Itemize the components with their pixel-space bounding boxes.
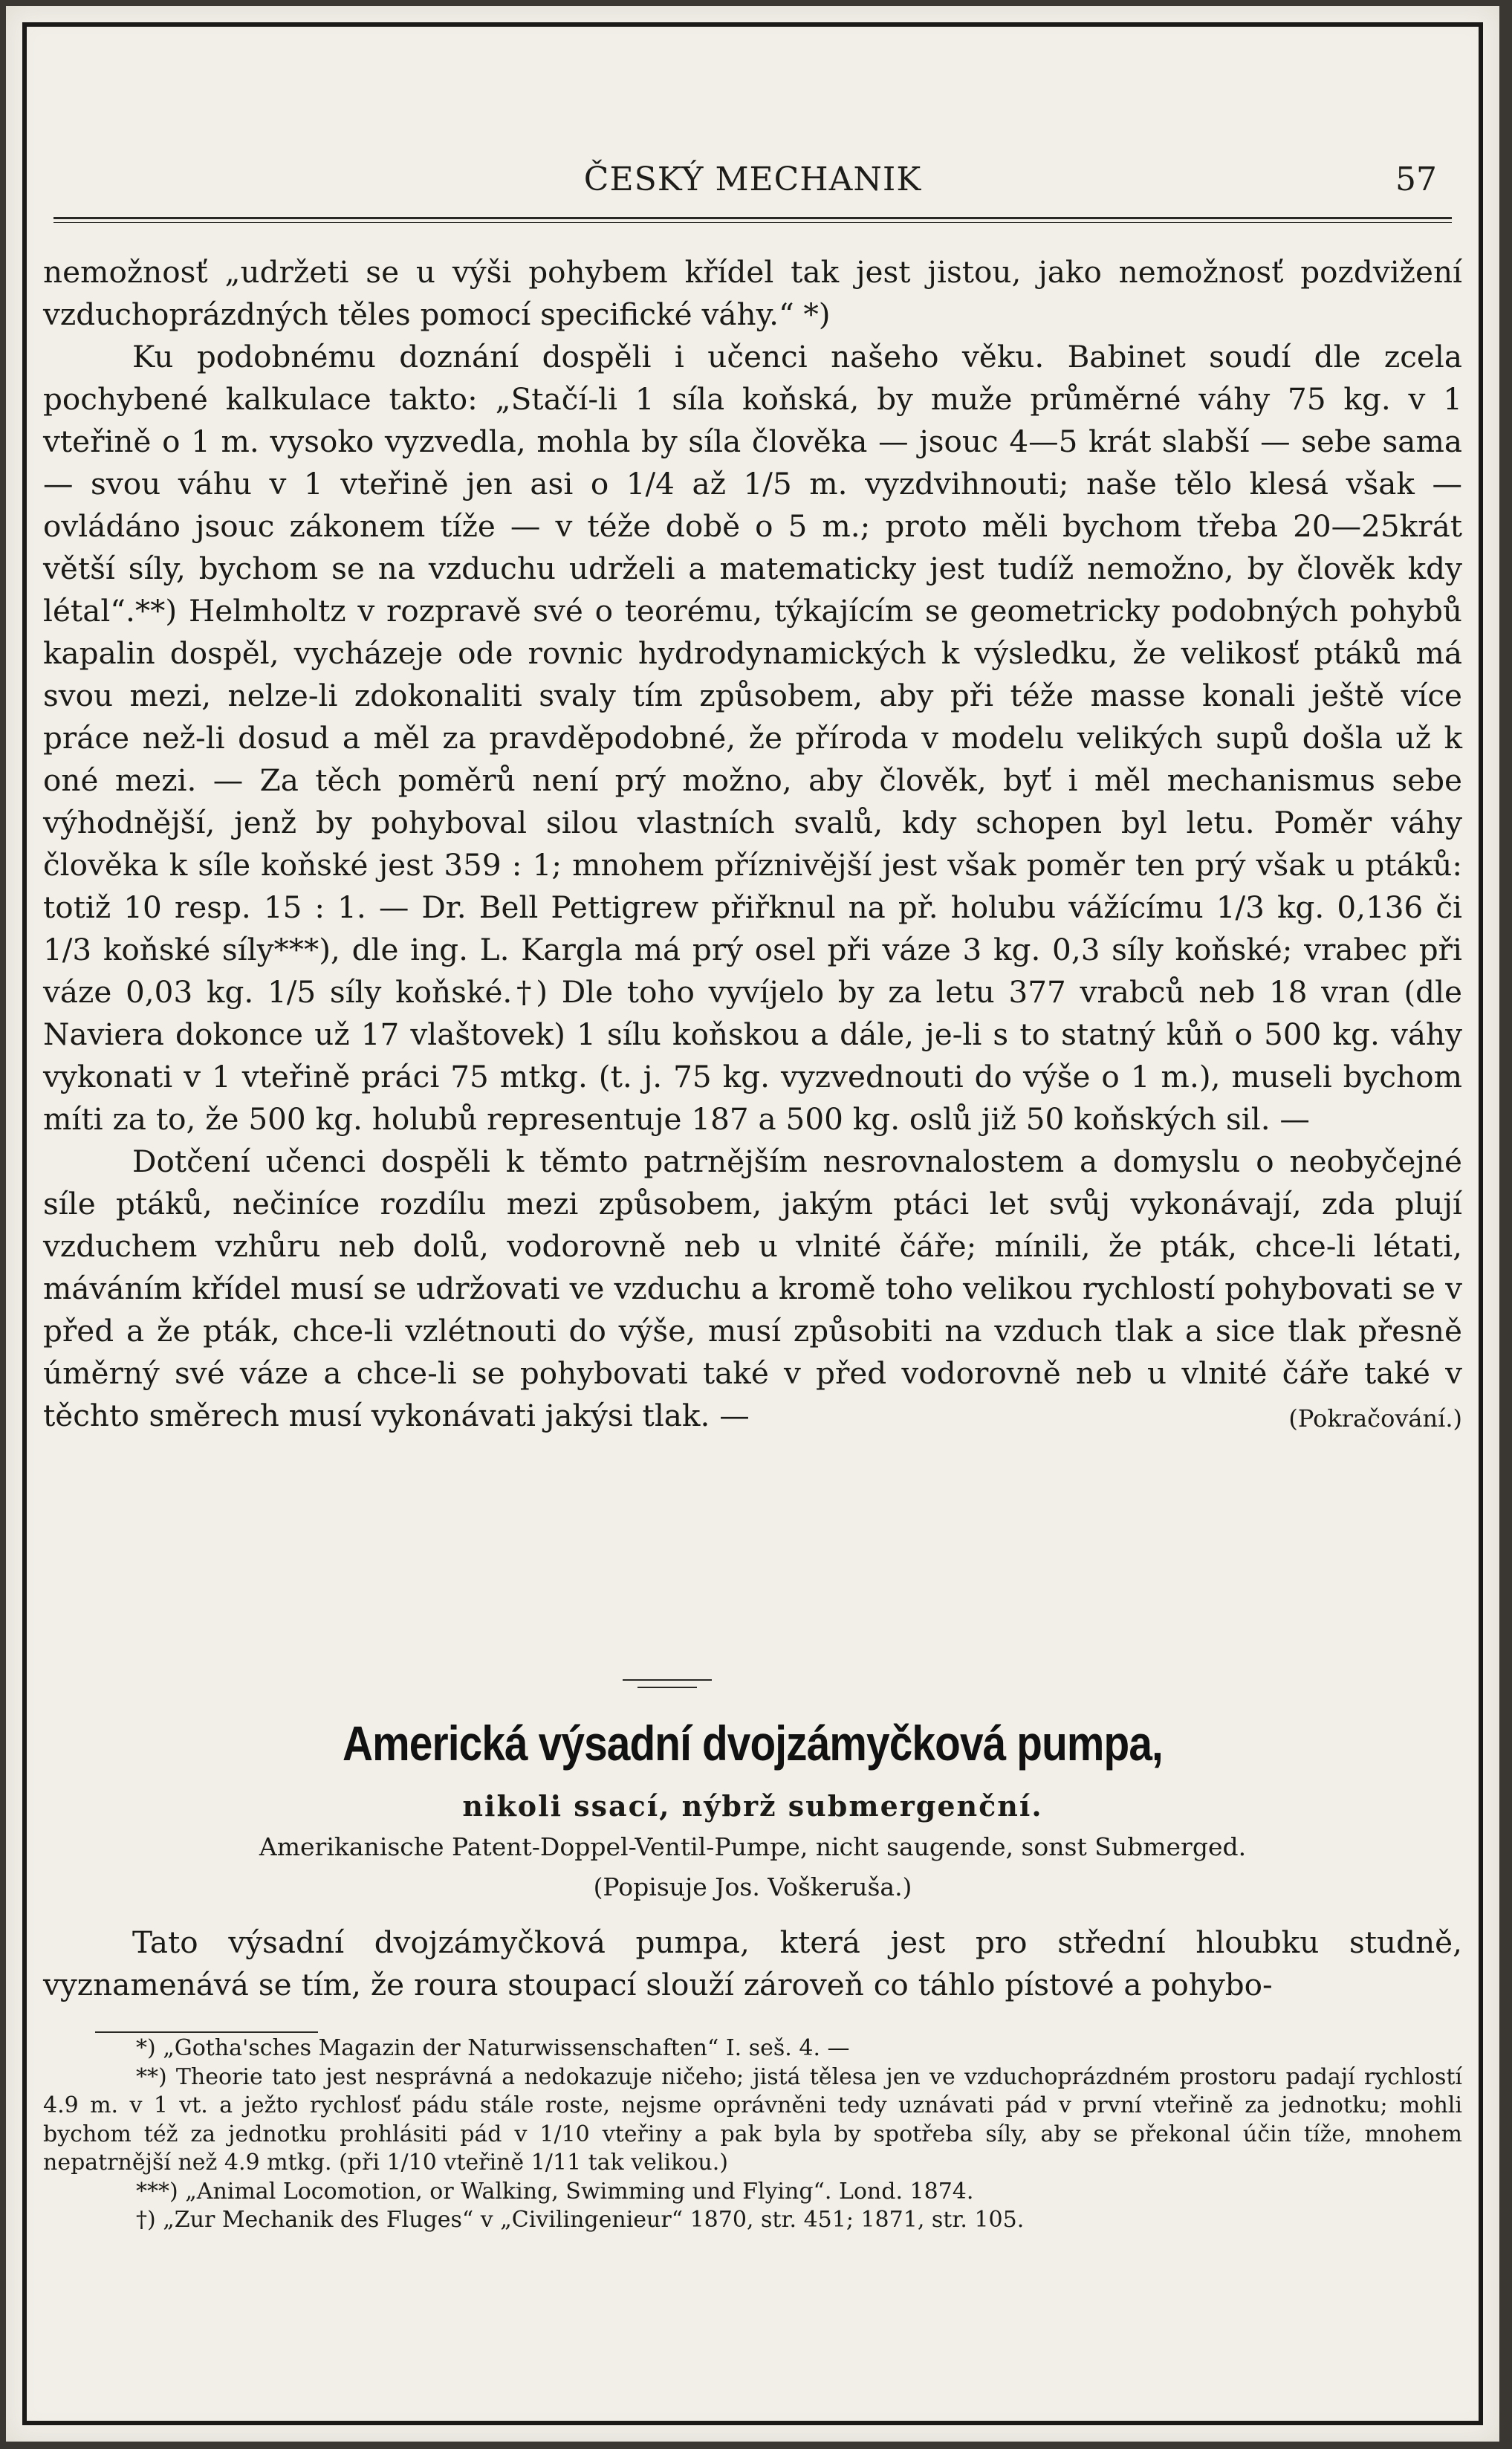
- footnote: ***) „Animal Locomotion, or Walking, Swimming und Flying“. Lond. 1874.: [136, 2178, 974, 2205]
- running-title: ČESKÝ MECHANIK: [583, 160, 922, 198]
- paragraph: nemožnosť „udržeti se u výši pohybem křídel tak jest jistou, jako nemožnosť pozdvižení vzduchoprázdných těles pomocí specifické váhy.“ *): [43, 254, 1462, 332]
- paragraph: Ku podobnému doznání dospěli i učenci našeho věku. Babinet soudí dle zcela pochybené kalkulace takto: „Stačí-li 1 síla koňská, by muže průměrné váhy 75 kg. v 1 vteřině o 1 m. vysoko vyzvedla, mohla by síla člověka — jsouc 4—5 krát slabší — sebe sama — svou váhu v 1 vteřině jen asi o 1/4 až 1/5 m. vyzdvihnouti; naše tělo klesá však — ovládáno jsouc zákonem tíže — v téže době o 5 m.; proto měli bychom třeba 20—25krát větší síly, bychom se na vzduchu udrželi a matematicky jest tudíž nemožno, by člověk kdy létal“.**) Helmholtz v rozpravě své o teorému, týkajícím se geometricky podobných pohybů kapalin dospěl, vycházeje ode rovnic hydrodynamických k výsledku, že velikosť ptáků má svou mezi, nelze-li zdokonaliti svaly tím způsobem, aby při téže masse konali ještě více práce než-li dosud a měl za pravděpodobné, že příroda v modelu velikých supů došla už k oné mezi. — Za těch poměrů není prý možno, aby člověk, byť i měl mechanismus sebe výhodnější, jenž by pohyboval silou vlastních svalů, kdy schopen byl letu. Poměr váhy člověka k síle koňské jest 359 : 1; mnohem příznivější jest však poměr ten prý však u ptáků: totiž 10 resp. 15 : 1. — Dr. Bell Pettigrew přiřknul na př. holubu vážícímu 1/3 kg. 0,136 či 1/3 koňské síly***), dle ing. L. Kargla má prý osel při váze 3 kg. 0,3 síly koňské; vrabec při váze 0,03 kg. 1/5 síly koňské.†) Dle toho vyvíjelo by za letu 377 vrabců neb 18 vran (dle Naviera dokonce už 17 vlaštovek) 1 sílu koňskou a dále, je-li s to statný kůň o 500 kg. váhy vykonati v 1 vteřině práci 75 mtkg. (t. j. 75 kg. vyzvednouti do výše o 1 m.), museli bychom míti za to, že 500 kg. holubů representuje 187 a 500 kg. oslů již 50 koňských sil. —: [43, 339, 1462, 1137]
- paragraph-text: Dotčení učenci dospěli k těmto patrnějším nesrovnalostem a domyslu o neobyčejné síle ptáků, nečiníce rozdílu mezi způsobem, jakým ptáci let svůj vykonávají, zda plují vzduchem vzhůru neb dolů, vodorovně neb u vlnité čáře; mínili, že pták, chce-li létati, máváním křídel musí se udržovati ve vzduchu a kromě toho velikou rychlostí pohybovati se v před a že pták, chce-li vzlétnouti do výše, musí způsobiti na vzduch tlak a sice tlak přesně úměrný své váze a chce-li se pohybovati také v před vodorovně neb u vlnité čáře také v těchto směrech musí vykonávati jakýsi tlak. —: [43, 1144, 1462, 1433]
- continuation-note: (Pokračování.): [1288, 1404, 1462, 1433]
- article-body: [43, 251, 1462, 1440]
- german-title: Amerikanische Patent-Doppel-Ventil-Pumpe, nicht saugende, sonst Submerged.: [259, 1832, 1247, 1861]
- article-title: Americká výsadní dvojzámyčková pumpa,: [343, 1716, 1163, 1771]
- section-separator: [637, 1687, 697, 1688]
- footnote: **) Theorie tato jest nesprávná a nedokazuje ničeho; jistá tělesa jen ve vzduchoprázdném prostoru padají rychlostí 4.9 m. v 1 vt. a ježto rychlosť pádu stále roste, nejsme oprávněni tedy uznávati pád v první vteřině za jednotku; mohli bychom též za jednotku prohlásiti pád v 1/10 vteřiny a pak byla by spotřeba síly, aby se překonal účin tíže, mnohem nepatrnější než 4.9 mtkg. (při 1/10 vteřině 1/11 tak velikou.): [43, 2063, 1462, 2176]
- footnotes: [43, 2034, 1462, 2235]
- footnote: *) „Gotha'sches Magazin der Naturwissenschaften“ I. seš. 4. —: [136, 2035, 850, 2061]
- section-separator: [623, 1679, 712, 1681]
- paragraph: [43, 1141, 1462, 1437]
- author-note: (Popisuje Jos. Voškeruša.): [593, 1872, 912, 1901]
- header-rule: [53, 217, 1452, 223]
- article-subtitle: nikoli ssací, nýbrž submergenční.: [462, 1789, 1043, 1823]
- page-number: 57: [1395, 160, 1437, 198]
- footnote-rule: [95, 2031, 318, 2033]
- document-page: [6, 6, 1499, 2442]
- page-header: [39, 146, 1467, 213]
- paragraph: Tato výsadní dvojzámyčková pumpa, která jest pro střední hloubku studně, vyznamenává se tím, že roura stoupací slouží zároveň co táhlo pístové a pohybo-: [43, 1924, 1462, 2002]
- article-intro: [43, 1921, 1462, 2006]
- footnote: †) „Zur Mechanik des Fluges“ v „Civilingenieur“ 1870, str. 451; 1871, str. 105.: [136, 2207, 1025, 2233]
